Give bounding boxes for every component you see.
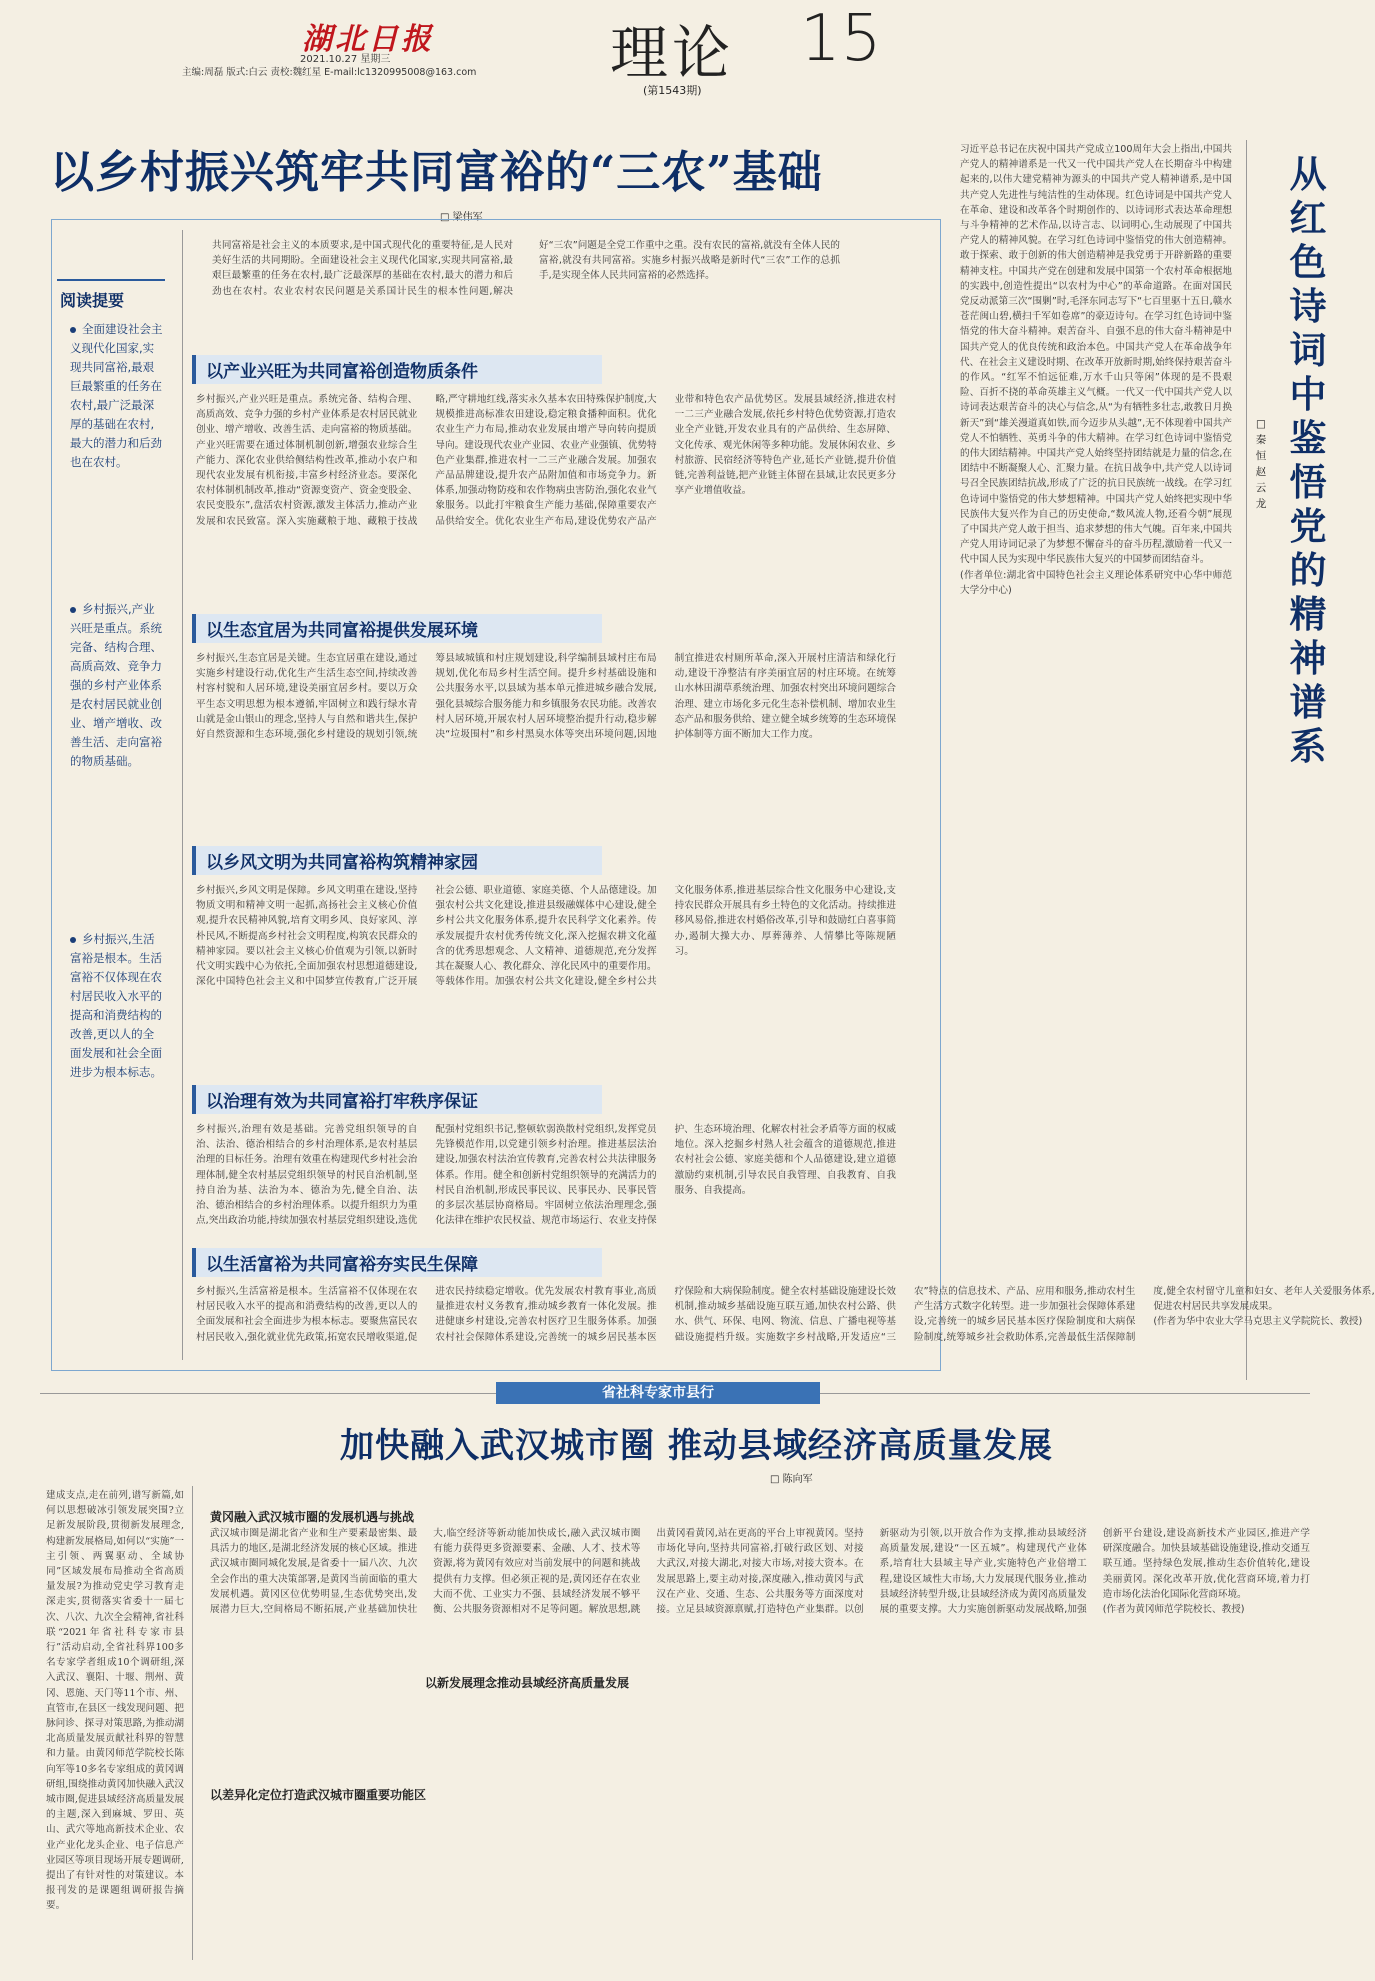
page-number: 15 [800,2,882,76]
section-heading: 以产业兴旺为共同富裕创造物质条件 [192,355,602,384]
issue-date: 2021.10.27 星期三 [300,54,391,65]
section-heading: 以生活富裕为共同富裕夯实民生保障 [192,1248,602,1277]
section-body: 乡村振兴,生活富裕是根本。生活富裕不仅体现在农村居民收入水平的提高和消费结构的改善,更以人的全面发展和社会全面进步为根本标志。要聚焦富民农村居民收入,强化就业优先政策,拓宽农民增收渠道,促进农民持续稳定增收。优先发展农村教育事业,高质量推进农村义务教育,推动城乡教育一体化发展。推进健康乡村建设,完善农村医疗卫生服务体系。加强农村社会保障体系建设,完善统一的城乡居民基本医疗保险和大病保险制度。健全农村基础设施建设长效机制,推动城乡基础设施互联互通,加快农村公路、供水、供气、环保、电网、物流、信息、广播电视等基础设施提档升级。实施数字乡村战略,开发适应“三农”特点的信息技术、产品、应用和服务,推动农村生产生活方式数字化转型。进一步加强社会保障体系建设,完善统一的城乡居民基本医疗保险制度和大病保险制度,统筹城乡社会救助体系,完善最低生活保障制度,健全农村留守儿童和妇女、老年人关爱服务体系,促进农村居民共享发展成果。 (作者为华中农业大学马克思主义学院院长、教授) [196,1286,1375,1343]
column-divider [182,230,183,1360]
summary-item: 乡村振兴,生活富裕是根本。生活富裕不仅体现在农村居民收入水平的提高和消费结构的改善,更以人的全面发展和社会全面进步为根本标志。 [70,932,162,1079]
section-body: 乡村振兴,乡风文明是保障。乡风文明重在建设,坚持物质文明和精神文明一起抓,高扬社会主义核心价值观,提升农民精神风貌,培育文明乡风、良好家风、淳朴民风,不断提高乡村社会文明程度,构筑农民群众的精神家园。要以社会主义核心价值观为引领,以新时代文明实践中心为依托,全面加强农村思想道德建设,深化中国特色社会主义和中国梦宣传教育,广泛开展社会公德、职业道德、家庭美德、个人品德建设。加强农村公共文化建设,推进县级融媒体中心建设,健全乡村公共文化服务体系,提升农民科学文化素养。传承发展提升农村优秀传统文化,深入挖掘农耕文化蕴含的优秀思想观念、人文精神、道德规范,充分发挥其在凝聚人心、教化群众、淳化民风中的重要作用。等载体作用。加强农村公共文化建设,健全乡村公共文化服务体系,推进基层综合性文化服务中心建设,支持农民群众开展具有乡土特色的文化活动。持续推进移风易俗,推进农村婚俗改革,引导和鼓励红白喜事简办,遏制大操大办、厚葬薄养、人情攀比等陈规陋习。 [196,885,896,988]
article3-subhead: 以差异化定位打造武汉城市圈重要功能区 [210,1788,427,1802]
article3-author-note: (作者为黄冈师范学院校长、教授) [1102,1604,1245,1616]
section-body: 乡村振兴,生态宜居是关键。生态宜居重在建设,通过实施乡村建设行动,优化生产生活生态空间,持续改善村容村貌和人居环境,建设美丽宜居乡村。要以万众平生态文明思想为根本遵循,牢固树立和践行绿水青山就是金山银山的理念,坚持人与自然和谐共生,保护好自然资源和生态环境,强化乡村建设的规划引领,统筹县域城镇和村庄规划建设,科学编制县域村庄布局规划,优化布局乡村生活空间。提升乡村基础设施和公共服务水平,以县域为基本单元推进城乡融合发展,强化县城综合服务能力和乡镇服务农民功能。改善农村人居环境,开展农村人居环境整治提升行动,稳步解决“垃圾围村”和乡村黑臭水体等突出环境问题,因地制宜推进农村厕所革命,深入开展村庄清洁和绿化行动,建设干净整洁有序美丽宜居的村庄环境。在统筹山水林田湖草系统治理、加强农村突出环境问题综合治理、建立市场化多元化生态补偿机制、增加农业生态产品和服务供给、建立健全城乡统筹的生态环境保护体制等方面不断加大工作力度。 [196,653,896,741]
editor-credits: 主编:周磊 版式:白云 责校:魏红星 E-mail:lc1320995008@163.com [182,67,477,78]
article3-body: 武汉城市圈是湖北省产业和生产要素最密集、最具活力的地区,是湖北经济发展的核心区域。推进武汉城市圈同城化发展,是省委十一届八次、九次全会作出的重大决策部署,是黄冈当前面临的重大发展机遇。黄冈区位优势明显,生态优势突出,发展潜力巨大,空间格局不断拓展,产业基础加快壮大,临空经济等新动能加快成长,融入武汉城市圈有能力获得更多资源要素、金融、人才、技术等资源,将为黄冈有效应对当前发展中的问题和挑战提供有力支撑。但必须正视的是,黄冈还存在农业大而不优、工业实力不强、县域经济发展不够平衡、公共服务资源相对不足等问题。解放思想,跳出黄冈看黄冈,站在更高的平台上审视黄冈。坚持市场化导向,坚持共同富裕,打破行政区划、对接大武汉,对接大湖北,对接大市场,对接大资本。在发展思路上,要主动对接,深度融入,推动黄冈与武汉在产业、交通、生态、公共服务等方面深度对接。立足县域资源禀赋,打造特色产业集群。以创新驱动为引领,以开放合作为支撑,推动县域经济高质量发展,建设“一区五城”。构建现代产业体系,培育壮大县域主导产业,实施特色产业倍增工程,建设区域性大市场,大力发展现代服务业,推动县域经济转型升级,让县域经济成为黄冈高质量发展的重要支撑。大力实施创新驱动发展战略,加强创新平台建设,建设高新技术产业园区,推进产学研深度融合。加快县域基础设施建设,推动交通互联互通。坚持绿色发展,推动生态价值转化,建设美丽黄冈。深化改革开放,优化营商环境,着力打造市场化法治化国际化营商环境。 (作者为黄冈师范学院校长、教授) [210,1528,1310,1616]
article2-byline: □ 秦恒 赵云龙 [1255,418,1267,510]
section-heading: 以乡风文明为共同富裕构筑精神家园 [192,846,602,875]
article2-author-note: (作者单位:湖北省中国特色社会主义理论体系研究中心华中师范大学分中心) [960,569,1232,596]
article1-headline: 以乡村振兴筑牢共同富裕的“三农”基础 [50,147,823,198]
section-title: 理论 [610,19,735,87]
section-heading: 以生态宜居为共同富裕提供发展环境 [192,614,602,643]
section-heading: 以治理有效为共同富裕打牢秩序保证 [192,1085,602,1114]
bullet-icon [70,607,76,613]
section-body: 乡村振兴,产业兴旺是重点。系统完备、结构合理、高质高效、竞争力强的乡村产业体系是农村居民就业创业、增产增收、改善生活、走向富裕的物质基础。产业兴旺需要在通过体制机制创新,增强农业综合生产能力、深化农业供给侧结构性改革,推动小农户和现代农业发展有机衔接,丰富乡村经济业态。要深化农村体制机制改革,推动“资源变资产、资金变股金、农民变股东”,盘活农村资源,激发主体活力,推动产业发展和农民致富。深入实施藏粮于地、藏粮于技战略,严守耕地红线,落实永久基本农田特殊保护制度,大规模推进高标准农田建设,稳定粮食播种面积。优化农业生产力布局,推动农业发展由增产导向转向提质导向。建设现代农业产业园、农业产业强镇、优势特色产业集群,推进农村一二三产业融合发展。加强农产品品牌建设,提升农产品附加值和市场竞争力。新体系,加强动物防疫和农作物病虫害防治,强化农业气象服务。以此打牢粮食生产能力基础,保障重要农产品供给安全。优化农业生产布局,建设优势农产品产业带和特色农产品优势区。发展县域经济,推进农村一二三产业融合发展,依托乡村特色优势资源,打造农业全产业链,开发农业具有的产品供给、生态屏障、文化传承、观光休闲等多种功能。发展休闲农业、乡村旅游、民宿经济等特色产业,延长产业链,提升价值链,完善利益链,把产业链主体留在县域,让农民更多分享产业增值收益。 [196,394,896,527]
issue-number: (第1543期) [643,84,702,97]
article1-intro: 共同富裕是社会主义的本质要求,是中国式现代化的重要特征,是人民对美好生活的共同期盼。全面建设社会主义现代化国家,实现共同富裕,最艰巨最繁重的任务在农村,最广泛最深厚的基础在农村,最大的潜力和后劲也在农村。农业农村农民问题是关系国计民生的根本性问题,解决好“三农”问题是全党工作重中之重。没有农民的富裕,就没有全体人民的富裕,就没有共同富裕。实施乡村振兴战略是新时代“三农”工作的总抓手,是实现全体人民共同富裕的必然选择。 [212,240,840,297]
section-body: 乡村振兴,治理有效是基础。完善党组织领导的自治、法治、德治相结合的乡村治理体系,是农村基层治理的目标任务。治理有效重在构建现代乡村社会治理体制,健全农村基层党组织领导的村民自治机制,坚持自治为基、法治为本、德治为先,健全自治、法治、德治相结合的乡村治理体系。以提升组织力为重点,突出政治功能,持续加强农村基层党组织建设,选优配强村党组织书记,整顿软弱涣散村党组织,发挥党员先锋模范作用,以党建引领乡村治理。推进基层法治建设,加强农村法治宣传教育,完善农村公共法律服务体系。作用。健全和创新村党组织领导的充满活力的村民自治机制,形成民事民议、民事民办、民事民管的多层次基层协商格局。牢固树立依法治理理念,强化法律在维护农民权益、规范市场运行、农业支持保护、生态环境治理、化解农村社会矛盾等方面的权威地位。深入挖掘乡村熟人社会蕴含的道德规范,推进农村社会公德、家庭美德和个人品德建设,建立道德激励约束机制,引导农民自我管理、自我教育、自我服务、自我提高。 [196,1124,896,1227]
bullet-icon [70,327,76,333]
read-summary-title: 阅读提要 [60,291,125,310]
column-divider [192,1486,193,1960]
article1-author-note: (作者为华中农业大学马克思主义学院院长、教授) [1153,1316,1363,1328]
article2-headline: 从红色诗词中鉴悟党的精神谱系 [1289,152,1327,768]
article2-body: 习近平总书记在庆祝中国共产党成立100周年大会上指出,中国共产党人的精神谱系是一代又一代中国共产党人在长期奋斗中构建起来的,以伟大建党精神为源头的中国共产党人精神谱系,是中国共产党人先进性与纯洁性的生动体现。红色诗词是中国共产党人在革命、建设和改革各个时期创作的、以诗词形式表达革命理想与斗争精神的艺术作品,以诗言志、以词明心,生动展现了中国共产党人的精神风貌。在学习红色诗词中鉴悟党的伟大创造精神。敢于探索、敢于创新的伟大创造精神是我党勇于开辟新路的重要精神支柱。中国共产党在创建和发展中国第一个农村革命根据地的实践中,创造性提出“以农村为中心”的革命道路。在面对国民党反动派第三次“围剿”时,毛泽东同志写下“七百里驱十五日,赣水苍茫闽山碧,横扫千军如卷席”的豪迈诗句。在学习红色诗词中鉴悟党的伟大奋斗精神。艰苦奋斗、自强不息的伟大奋斗精神是中国共产党人的优良传统和政治本色。中国共产党人在革命战争年代、在社会主义建设时期、在改革开放新时期,始终保持艰苦奋斗的作风。“红军不怕远征难,万水千山只等闲”体现的是不畏艰险、百折不挠的革命英雄主义气概。一代又一代中国共产党人以诗词表达艰苦奋斗的决心与信念,从“为有牺牲多壮志,敢教日月换新天”到“雄关漫道真如铁,而今迈步从头越”,无不体现着中国共产党人不怕牺牲、英勇斗争的伟大精神。在学习红色诗词中鉴悟党的伟大团结精神。中国共产党人始终坚持团结就是力量的信念,在团结中不断凝聚人心、汇聚力量。在抗日战争中,共产党人以诗词号召全民族团结抗战,形成了广泛的抗日民族统一战线。在学习红色诗词中鉴悟党的伟大梦想精神。中国共产党人始终把实现中华民族伟大复兴作为自己的历史使命,“数风流人物,还看今朝”展现了中国共产党人敢于担当、追求梦想的伟大气魄。百年来,中国共产党人用诗词记录了为梦想不懈奋斗的奋斗历程,激励着一代又一代中国人民为实现中华民族伟大复兴的中国梦而团结奋斗。 (作者单位:湖北省中国特色社会主义理论体系研究中心华中师范大学分中心) [960,144,1232,596]
column-divider [1246,140,1247,1380]
bullet-icon [70,937,76,943]
summary-item: 全面建设社会主义现代化国家,实现共同富裕,最艰巨最繁重的任务在农村,最广泛最深厚的基础在农村,最大的潜力和后劲也在农村。 [70,322,163,469]
article1-byline: □ 梁伟军 [440,212,483,223]
summary-item: 乡村振兴,产业兴旺是重点。系统完备、结构合理、高质高效、竞争力强的乡村产业体系是农村居民就业创业、增产增收、改善生活、走向富裕的物质基础。 [70,602,162,768]
read-box-rule [57,279,165,281]
article3-byline: □ 陈向军 [770,1474,813,1485]
newspaper-logo: 湖北日报 [302,22,434,57]
article3-headline: 加快融入武汉城市圈 推动县域经济高质量发展 [340,1426,1053,1466]
article3-subhead: 以新发展理念推动县域经济高质量发展 [425,1676,630,1690]
article3-subhead: 黄冈融入武汉城市圈的发展机遇与挑战 [210,1510,415,1524]
article3-intro-sidebar: 建成支点,走在前列,谱写新篇,如何以思想破冰引领发展突围?立足新发展阶段,贯彻新发展理念,构建新发展格局,如何以“实施”一主引领、两翼驱动、全域协同”区域发展布局推动全省高质量发展?为推动党史学习教育走深走实,贯彻落实省委十一届七次、八次、九次全会精神,省社科联“2021年省社科专家市县行”活动启动,全省社科界100多名专家学者组成10个调研组,深入武汉、襄阳、十堰、荆州、黄冈、恩施、天门等11个市、州、直管市,在县区一线发现问题、把脉问诊、探寻对策思路,为推动湖北高质量发展贡献社科界的智慧和力量。由黄冈师范学院校长陈向军等10多名专家组成的黄冈调研组,围绕推动黄冈加快融入武汉城市圈,促进县域经济高质量发展的主题,深入到麻城、罗田、英山、武穴等地高新技术企业、农业产业化龙头企业、电子信息产业园区等项目现场开展专题调研,提出了有针对性的对策建议。本报刊发的是课题组调研报告摘要。 [46,1490,184,1912]
series-banner: 省社科专家市县行 [496,1382,820,1404]
